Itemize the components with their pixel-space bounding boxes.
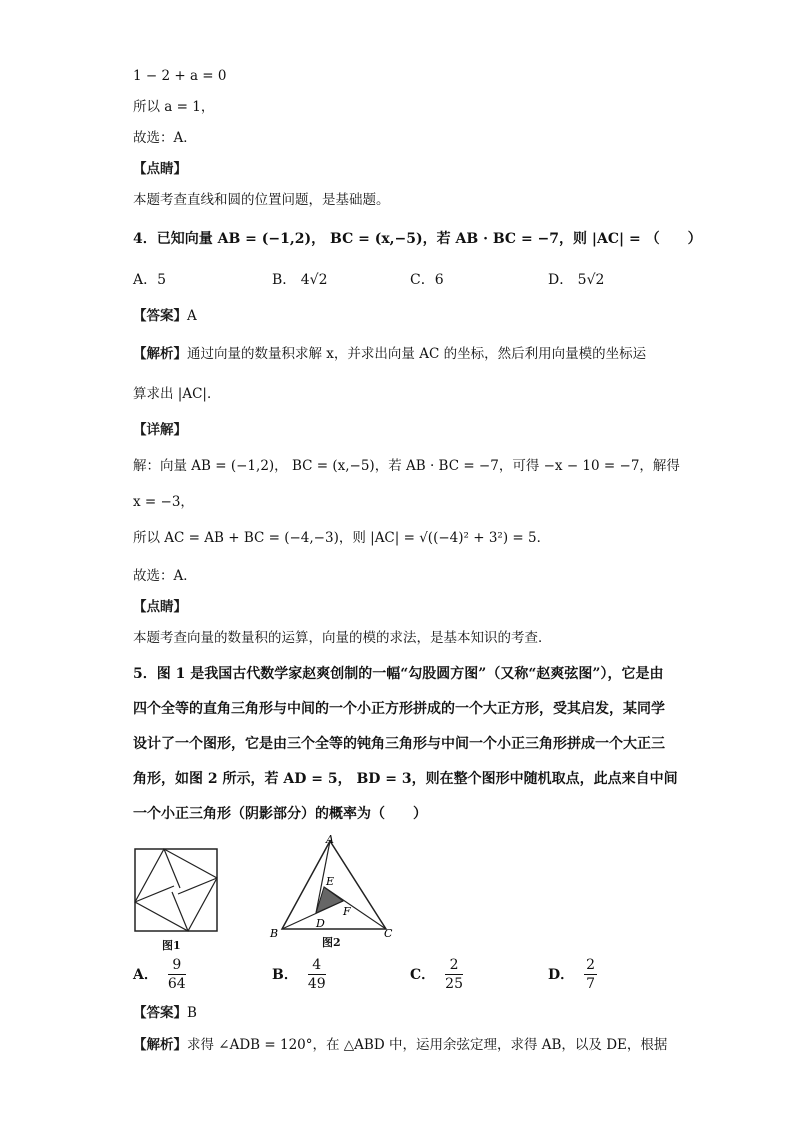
comment-tag: 【点睛】 [133, 599, 187, 615]
analysis-tag-2: 【解析】 [133, 1037, 187, 1053]
q4-option-c: C．6 [410, 272, 444, 288]
answer-tag: 【答案】 [133, 308, 187, 324]
question-5-line: 角形，如图 2 所示，若 AD = 5， BD = 3，则在整个图形中随机取点，此点来自中间 [133, 771, 678, 787]
label-f: F [343, 905, 351, 918]
text-line: 故选：A． [133, 130, 197, 146]
text-line: 算求出 |AC|． [133, 386, 221, 402]
label-c: C [384, 927, 393, 940]
figure-2-caption: 图2 [322, 936, 341, 949]
q4-option-a: A．5 [133, 272, 167, 288]
text-line: 所以 AC = AB + BC = (−4,−3)，则 |AC| = √((−4)² + 3²) = 5． [133, 530, 551, 546]
q4-option-b: B． 4√2 [272, 272, 328, 288]
text-line: 本题考查直线和圆的位置问题，是基础题。 [133, 192, 390, 208]
q4-option-d: D． 5√2 [548, 272, 605, 288]
question-5-line: 四个全等的直角三角形与中间的一个小正方形拼成的一个大正方形，受其启发，某同学 [133, 701, 665, 717]
q5-option-c: C． $\frac{2}{25}$ [410, 957, 463, 992]
figure-1-caption: 图1 [162, 939, 181, 952]
text-line: 故选：A． [133, 568, 197, 584]
answer-tag-2: 【答案】 [133, 1005, 187, 1021]
label-b: B [270, 927, 279, 940]
label-a: A [326, 833, 334, 846]
label-d: D [316, 917, 325, 930]
analysis-line-2 [133, 1035, 667, 1055]
question-5-line: 设计了一个图形，它是由三个全等的钝角三角形与中间一个小正三角形拼成一个大正三 [133, 736, 665, 752]
text-line: 所以 a = 1， [133, 99, 215, 115]
figure-1-zhao-shuang-diagram [134, 848, 218, 932]
figure-2-triangle-diagram [268, 833, 398, 943]
text-line: 解：向量 AB = (−1,2)， BC = (x,−5)，若 AB · BC = −7，可得 −x − 10 = −7，解得 [133, 458, 680, 474]
answer-line [133, 306, 197, 326]
analysis-text-2: 求得 ∠ADB = 120°，在 △ABD 中，运用余弦定理，求得 AB，以及 DE，根据 [187, 1037, 668, 1053]
question-4-stem: 4．已知向量 AB = (−1,2)， BC = (x,−5)，若 AB · BC = −7，则 |AC| = （ ） [133, 231, 702, 247]
detail-tag: 【详解】 [133, 422, 187, 438]
analysis-text: 通过向量的数量积求解 x，并求出向量 AC 的坐标，然后利用向量模的坐标运 [187, 346, 647, 362]
label-e: E [326, 875, 335, 888]
answer-value: A [187, 308, 197, 324]
section-tag: 【点睛】 [133, 161, 187, 177]
q5-option-d: D． $\frac{2}{7}$ [548, 957, 596, 992]
text-line: x = −3， [133, 494, 194, 510]
q5-option-a: A． $\frac{9}{64}$ [133, 957, 186, 992]
answer-value-2: B [187, 1005, 197, 1021]
text-line: 本题考查向量的数量积的运算，向量的模的求法，是基本知识的考查． [133, 630, 552, 646]
text-line: 1 − 2 + a = 0 [133, 68, 227, 84]
q5-option-b: B． $\frac{4}{49}$ [272, 957, 326, 992]
answer-line-2 [133, 1003, 197, 1023]
question-5-line: 5．图 1 是我国古代数学家赵爽创制的一幅“勾股圆方图”（又称“赵爽弦图”），它是由 [133, 666, 664, 682]
question-5-line: 一个小正三角形（阴影部分）的概率为（ ） [133, 806, 427, 822]
analysis-tag: 【解析】 [133, 346, 187, 362]
analysis-line [133, 344, 646, 364]
